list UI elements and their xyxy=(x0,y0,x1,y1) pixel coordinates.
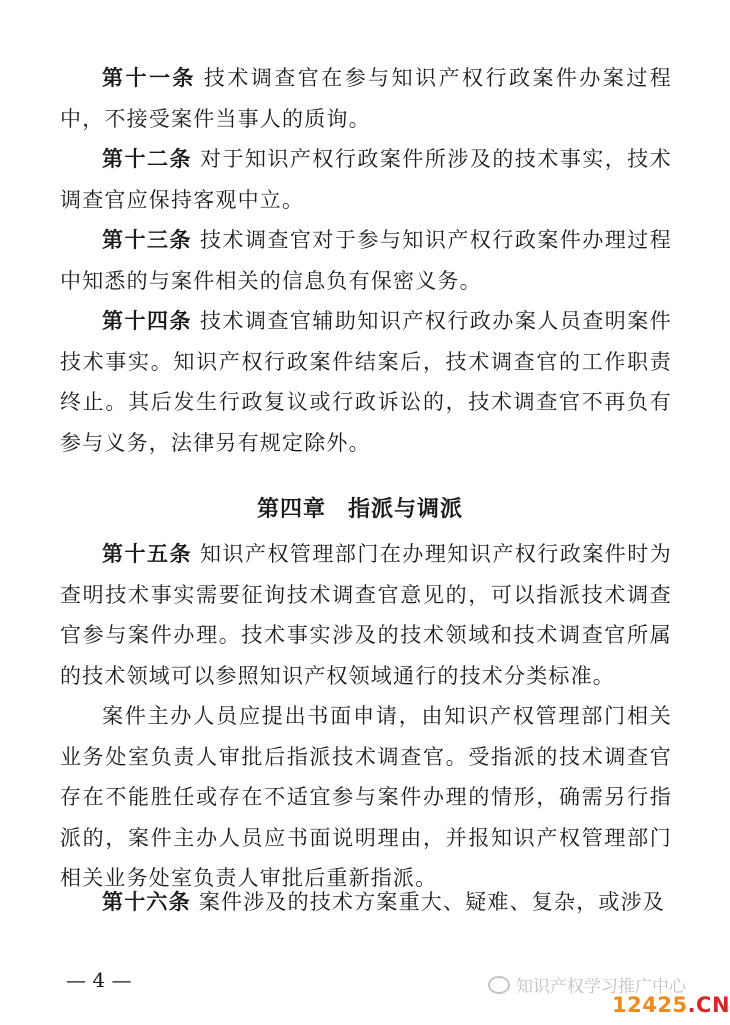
article-text: 对于知识产权行政案件所涉及的技术事实，技术调查官应保持客观中立。 xyxy=(60,147,672,212)
article-15 xyxy=(60,534,672,696)
article-text: 技术调查官辅助知识产权行政办案人员查明案件技术事实。知识产权行政案件结案后，技术调查官的工作职责终止。其后发生行政复议或行政诉讼的，技术调查官不再负有参与义务，法律另有规定除外。 xyxy=(60,309,672,455)
article-15-paragraph-2 xyxy=(60,696,672,899)
site-digits: 12425 xyxy=(612,993,688,1017)
article-title: 第十一条 xyxy=(102,66,196,90)
article-text: 技术调查官对于参与知识产权行政案件办理过程中知悉的与案件相关的信息负有保密义务。 xyxy=(60,228,672,293)
article-text: 知识产权管理部门在办理知识产权行政案件时为查明技术事实需要征询技术调查官意见的，可以指派技术调查官参与案件办理。技术事实涉及的技术领域和技术调查官所属的技术领域可以参照知识产权领域通行的技术分类标准。 xyxy=(60,542,672,688)
article-text: 案件主办人员应提出书面申请，由知识产权管理部门相关业务处室负责人审批后指派技术调查官。受指派的技术调查官存在不能胜任或存在不适宜参与案件办理的情形，确需另行指派的，案件主办人员应书面说明理由，并报知识产权管理部门相关业务处室负责人审批后重新指派。 xyxy=(60,704,672,890)
article-text: 案件涉及的技术方案重大、疑难、复杂，或涉及 xyxy=(198,890,666,914)
article-title: 第十三条 xyxy=(102,228,192,252)
article-16 xyxy=(60,882,672,923)
article-title: 第十五条 xyxy=(102,542,192,566)
article-11 xyxy=(60,58,672,139)
article-text: 技术调查官在参与知识产权行政案件办案过程中，不接受案件当事人的质询。 xyxy=(60,66,673,131)
article-13 xyxy=(60,220,672,301)
article-title: 第十四条 xyxy=(102,309,192,333)
chapter-heading xyxy=(0,490,720,530)
article-12 xyxy=(60,139,672,220)
chapter-number: 第四章 xyxy=(256,497,326,522)
wechat-icon xyxy=(488,976,510,994)
article-title: 第十六条 xyxy=(102,890,191,914)
chapter-title: 指派与调派 xyxy=(348,497,464,522)
watermark-text: 知识产权学习推广中心 xyxy=(516,977,686,997)
article-title: 第十二条 xyxy=(102,147,192,171)
article-14 xyxy=(60,301,672,463)
site-logo xyxy=(612,992,730,1018)
page-number: — 4 — xyxy=(66,968,132,992)
site-tld: .CN xyxy=(687,993,730,1017)
